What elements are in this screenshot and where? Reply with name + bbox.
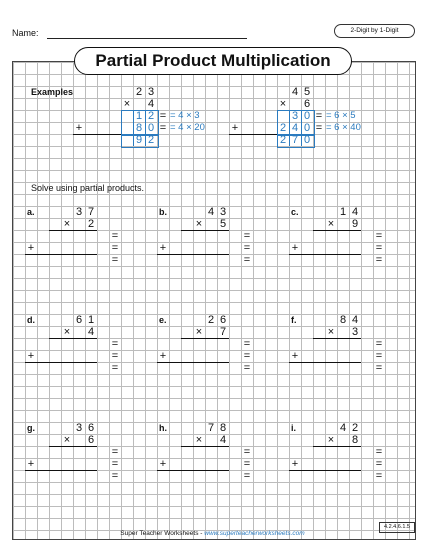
equals-sign: =: [375, 242, 383, 254]
plus-sign: +: [27, 350, 35, 362]
problem-sum-rule: [289, 470, 361, 471]
problem-multiplicand-digit: 8: [219, 422, 227, 434]
problem-sum-rule: [289, 362, 361, 363]
problem-multiplicand-digit: 6: [219, 314, 227, 326]
problem-multiplicand-digit: 7: [207, 422, 215, 434]
equals-sign: =: [243, 446, 251, 458]
problem-multiplier-digit: 4: [219, 434, 227, 446]
times-sign: ×: [327, 326, 335, 338]
equals-sign: =: [243, 350, 251, 362]
problem-multiplicand-digit: 6: [87, 422, 95, 434]
equals-sign: =: [111, 470, 119, 482]
problem-multiplicand-digit: 4: [207, 206, 215, 218]
column-divider: [145, 110, 146, 146]
equals-sign: =: [243, 458, 251, 470]
answer-box: [277, 134, 315, 148]
problem-multiplicand-digit: 3: [219, 206, 227, 218]
problem-label: f.: [291, 315, 297, 325]
problem-multiplier-digit: 5: [219, 218, 227, 230]
problem-rule: [49, 230, 97, 231]
equals-sign: =: [375, 362, 383, 374]
problem-multiplicand-digit: 4: [339, 422, 347, 434]
example-partial-digit: 0: [303, 110, 311, 122]
problem-label: b.: [159, 207, 167, 217]
equals-sign: =: [159, 110, 167, 122]
plus-sign: +: [159, 242, 167, 254]
example-answer-digit: 7: [291, 134, 299, 146]
column-divider: [301, 110, 302, 146]
instructions: Solve using partial products.: [31, 183, 145, 193]
example-partial-digit: 0: [303, 122, 311, 134]
problem-multiplicand-digit: 1: [87, 314, 95, 326]
equals-sign: =: [375, 254, 383, 266]
example-multiplier-digit: 6: [303, 98, 311, 110]
worksheet-code: 4.2.4.6.1.5: [379, 522, 415, 533]
example-multiplicand-digit: 4: [291, 86, 299, 98]
problem-multiplicand-digit: 7: [87, 206, 95, 218]
plus-sign: +: [291, 458, 299, 470]
plus-sign: +: [231, 122, 239, 134]
plus-sign: +: [27, 458, 35, 470]
problem-sum-rule: [157, 254, 229, 255]
examples-label: Examples: [31, 87, 74, 97]
footer-url[interactable]: www.superteacherworksheets.com: [204, 530, 305, 537]
times-sign: ×: [195, 326, 203, 338]
example-partial-digit: 1: [135, 110, 143, 122]
name-label: Name:: [12, 28, 39, 38]
example-partial-digit: 0: [147, 122, 155, 134]
equals-sign: =: [111, 350, 119, 362]
problem-rule: [313, 446, 361, 447]
problem-multiplier-digit: 3: [351, 326, 359, 338]
times-sign: ×: [63, 326, 71, 338]
times-sign: ×: [279, 98, 287, 110]
plus-sign: +: [159, 350, 167, 362]
equals-sign: =: [111, 230, 119, 242]
equals-sign: =: [315, 110, 323, 122]
example-answer-digit: 2: [147, 134, 155, 146]
equals-sign: =: [111, 362, 119, 374]
problem-multiplicand-digit: 3: [75, 422, 83, 434]
times-sign: ×: [63, 434, 71, 446]
times-sign: ×: [123, 98, 131, 110]
times-sign: ×: [195, 218, 203, 230]
problem-rule: [49, 446, 97, 447]
equals-sign: =: [375, 470, 383, 482]
worksheet-title: Partial Product Multiplication: [74, 47, 352, 75]
problem-multiplier-digit: 9: [351, 218, 359, 230]
equals-sign: =: [243, 338, 251, 350]
level-badge: 2-Digit by 1-Digit: [334, 24, 415, 38]
problem-rule: [313, 230, 361, 231]
problem-multiplier-digit: 7: [219, 326, 227, 338]
problem-label: d.: [27, 315, 35, 325]
equals-sign: =: [159, 122, 167, 134]
problem-multiplicand-digit: 4: [351, 314, 359, 326]
problem-multiplicand-digit: 2: [351, 422, 359, 434]
column-divider: [289, 110, 290, 146]
equals-sign: =: [375, 350, 383, 362]
problem-rule: [181, 338, 229, 339]
equals-sign: =: [111, 338, 119, 350]
problem-multiplier-digit: 6: [87, 434, 95, 446]
footer-text: Super Teacher Worksheets -: [120, 530, 205, 537]
equals-sign: =: [375, 446, 383, 458]
graph-paper-grid: [12, 61, 416, 540]
problem-multiplicand-digit: 1: [339, 206, 347, 218]
equals-sign: =: [243, 254, 251, 266]
times-sign: ×: [63, 218, 71, 230]
equals-sign: =: [243, 242, 251, 254]
problem-label: i.: [291, 423, 297, 433]
problem-label: a.: [27, 207, 35, 217]
times-sign: ×: [327, 434, 335, 446]
plus-sign: +: [159, 458, 167, 470]
example-multiplicand-digit: 2: [135, 86, 143, 98]
example-note: = 6 × 5: [326, 110, 356, 121]
example-answer-digit: 2: [279, 134, 287, 146]
example-answer-digit: 9: [135, 134, 143, 146]
equals-sign: =: [315, 122, 323, 134]
equals-sign: =: [111, 254, 119, 266]
example-answer-digit: 0: [303, 134, 311, 146]
example-partial-digit: 3: [291, 110, 299, 122]
example-note: = 4 × 3: [170, 110, 200, 121]
example-partial-digit: 2: [147, 110, 155, 122]
example-multiplicand-digit: 3: [147, 86, 155, 98]
equals-sign: =: [243, 230, 251, 242]
equals-sign: =: [375, 458, 383, 470]
problem-label: h.: [159, 423, 167, 433]
problem-sum-rule: [157, 362, 229, 363]
problem-multiplicand-digit: 3: [75, 206, 83, 218]
equals-sign: =: [111, 458, 119, 470]
example-partial-digit: 4: [291, 122, 299, 134]
example-partial-digit: 2: [279, 122, 287, 134]
problem-sum-rule: [289, 254, 361, 255]
problem-label: c.: [291, 207, 299, 217]
equals-sign: =: [243, 362, 251, 374]
equals-sign: =: [243, 470, 251, 482]
problem-sum-rule: [157, 470, 229, 471]
problem-rule: [49, 338, 97, 339]
problem-multiplicand-digit: 4: [351, 206, 359, 218]
equals-sign: =: [375, 230, 383, 242]
equals-sign: =: [375, 338, 383, 350]
problem-rule: [181, 446, 229, 447]
problem-sum-rule: [25, 254, 97, 255]
problem-label: e.: [159, 315, 167, 325]
problem-rule: [181, 230, 229, 231]
times-sign: ×: [327, 218, 335, 230]
example-multiplicand-digit: 5: [303, 86, 311, 98]
example-note: = 6 × 40: [326, 122, 361, 133]
times-sign: ×: [195, 434, 203, 446]
problem-multiplicand-digit: 8: [339, 314, 347, 326]
problem-rule: [313, 338, 361, 339]
partial-box: [121, 110, 159, 136]
name-line[interactable]: [47, 38, 247, 39]
example-note: = 4 × 20: [170, 122, 205, 133]
problem-multiplier-digit: 4: [87, 326, 95, 338]
plus-sign: +: [291, 242, 299, 254]
example-partial-digit: 8: [135, 122, 143, 134]
footer: [0, 530, 425, 537]
equals-sign: =: [111, 446, 119, 458]
plus-sign: +: [291, 350, 299, 362]
example-multiplier-digit: 4: [147, 98, 155, 110]
problem-sum-rule: [25, 470, 97, 471]
partial-box: [277, 110, 315, 136]
problem-label: g.: [27, 423, 35, 433]
problem-multiplier-digit: 8: [351, 434, 359, 446]
problem-multiplier-digit: 2: [87, 218, 95, 230]
problem-sum-rule: [25, 362, 97, 363]
equals-sign: =: [111, 242, 119, 254]
column-divider: [133, 110, 134, 146]
problem-multiplicand-digit: 6: [75, 314, 83, 326]
plus-sign: +: [75, 122, 83, 134]
answer-box: [121, 134, 159, 148]
problem-multiplicand-digit: 2: [207, 314, 215, 326]
plus-sign: +: [27, 242, 35, 254]
